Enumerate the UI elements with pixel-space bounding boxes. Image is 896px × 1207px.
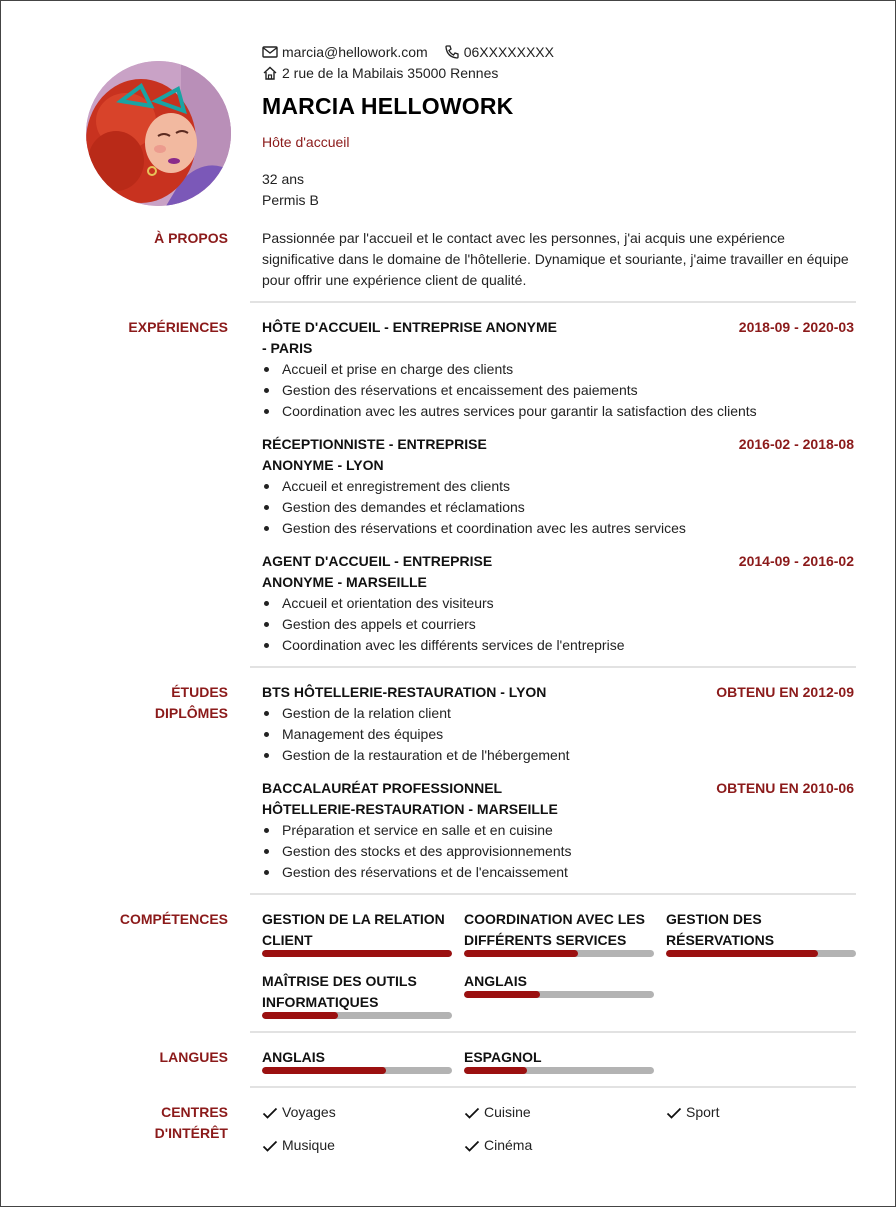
section-label-line: ÉTUDES (171, 684, 228, 700)
list-item: Accueil et enregistrement des clients (262, 476, 686, 497)
skill-level-bar (464, 950, 654, 957)
job-title: Hôte d'accueil (262, 134, 350, 150)
list-item: Gestion de la restauration et de l'hébergement (262, 745, 570, 766)
interest-label: Musique (282, 1137, 335, 1153)
permit-text: Permis B (262, 192, 319, 208)
education-title-line: BTS HÔTELLERIE-RESTAURATION - LYON (262, 684, 547, 700)
phone-icon (444, 45, 460, 59)
phone-text[interactable]: 06XXXXXXXX (463, 44, 554, 60)
contact-line-primary (262, 44, 554, 60)
list-item: Préparation et service en salle et en cuisine (262, 820, 572, 841)
language-name: ESPAGNOL (464, 1049, 542, 1065)
checkmark-icon (262, 1106, 278, 1120)
checkmark-icon (464, 1106, 480, 1120)
divider (250, 301, 856, 303)
section-label-experiences: EXPÉRIENCES (128, 319, 228, 335)
list-item: Coordination avec les différents services de l'entreprise (262, 635, 624, 656)
interest-label: Voyages (282, 1104, 336, 1120)
experience-bullets (262, 476, 686, 539)
language-item (262, 1047, 452, 1068)
skill-item (464, 909, 654, 951)
section-label-line: DIPLÔMES (154, 705, 228, 721)
checkmark-icon (262, 1139, 278, 1153)
list-item: Gestion des appels et courriers (262, 614, 624, 635)
list-item: Gestion des réservations et coordination avec les autres services (262, 518, 686, 539)
interest-item (262, 1135, 335, 1156)
interest-item (262, 1102, 336, 1123)
language-name: ANGLAIS (262, 1049, 325, 1065)
skill-level-bar (666, 950, 856, 957)
education-title (262, 682, 546, 703)
section-label-interests (155, 1102, 228, 1144)
interest-item (464, 1102, 531, 1123)
email-text[interactable]: marcia@hellowork.com (282, 44, 428, 60)
interest-item (464, 1135, 532, 1156)
interest-label: Sport (686, 1104, 720, 1120)
experience-title-line: ANONYME - LYON (262, 457, 384, 473)
skill-level-bar (262, 950, 452, 957)
divider (250, 893, 856, 895)
education-title (262, 778, 558, 820)
skill-level-fill (262, 1012, 338, 1019)
about-text: Passionnée par l'accueil et le contact avec les personnes, j'ai acquis une expérience significative dans le domaine de l'hôtellerie. Dynamique et souriante, j'aime travailler en équipe pour offrir une expérience client de qualité. (262, 230, 849, 288)
divider (250, 666, 856, 668)
language-level-fill (262, 1067, 386, 1074)
skill-item (464, 971, 654, 992)
skill-level-bar (262, 1012, 452, 1019)
interest-label: Cinéma (484, 1137, 533, 1153)
skill-name-line: COORDINATION AVEC LES (464, 911, 645, 927)
experience-title (262, 434, 487, 476)
section-label-skills: COMPÉTENCES (119, 911, 228, 927)
skill-level-fill (666, 950, 818, 957)
skill-level-fill (262, 950, 452, 957)
section-label-about: À PROPOS (154, 230, 228, 246)
experience-title-line: AGENT D'ACCUEIL - ENTREPRISE (262, 553, 493, 569)
interest-label: Cuisine (484, 1104, 531, 1120)
list-item: Accueil et orientation des visiteurs (262, 593, 624, 614)
divider (250, 1031, 856, 1033)
profile-photo (86, 61, 231, 206)
education-date: OBTENU EN 2010-06 (716, 780, 854, 796)
education-date: OBTENU EN 2012-09 (716, 684, 854, 700)
experience-date: 2014-09 - 2016-02 (738, 553, 854, 569)
experience-date: 2018-09 - 2020-03 (738, 319, 854, 335)
list-item: Gestion des stocks et des approvisionnements (262, 841, 572, 862)
checkmark-icon (464, 1139, 480, 1153)
skill-level-fill (464, 950, 578, 957)
language-level-bar (262, 1067, 452, 1074)
skill-level-fill (464, 991, 540, 998)
phone-group (444, 44, 554, 60)
candidate-name: MARCIA HELLOWORK (262, 93, 514, 119)
home-icon (262, 66, 278, 80)
experience-title-line: HÔTE D'ACCUEIL - ENTREPRISE ANONYME (262, 319, 558, 335)
section-label-line: D'INTÉRÊT (154, 1125, 228, 1141)
language-level-fill (464, 1067, 527, 1074)
list-item: Management des équipes (262, 724, 570, 745)
list-item: Gestion de la relation client (262, 703, 570, 724)
experience-title-line: RÉCEPTIONNISTE - ENTREPRISE (262, 436, 487, 452)
list-item: Gestion des réservations et encaissement des paiements (262, 380, 757, 401)
language-item (464, 1047, 654, 1068)
skill-name-line: RÉSERVATIONS (666, 932, 775, 948)
list-item: Gestion des demandes et réclamations (262, 497, 686, 518)
skill-name-line: CLIENT (262, 932, 313, 948)
education-bullets (262, 820, 572, 883)
skill-name-line: INFORMATIQUES (262, 994, 379, 1010)
experience-bullets (262, 593, 624, 656)
list-item: Accueil et prise en charge des clients (262, 359, 757, 380)
experience-bullets (262, 359, 757, 422)
age-text: 32 ans (262, 171, 305, 187)
section-label-education (155, 682, 228, 724)
avatar-illustration (86, 61, 231, 206)
skill-name-line: GESTION DE LA RELATION (262, 911, 445, 927)
skill-item (666, 909, 856, 951)
education-bullets (262, 703, 570, 766)
language-level-bar (464, 1067, 654, 1074)
experience-title (262, 551, 492, 593)
section-label-languages: LANGUES (159, 1049, 228, 1065)
experience-title-line: ANONYME - MARSEILLE (262, 574, 427, 590)
experience-title (262, 317, 557, 359)
divider (250, 1086, 856, 1088)
contact-line-address (262, 65, 498, 81)
experience-date: 2016-02 - 2018-08 (738, 436, 854, 452)
experience-title-line: - PARIS (262, 340, 313, 356)
checkmark-icon (666, 1106, 682, 1120)
address-text: 2 rue de la Mabilais 35000 Rennes (282, 65, 499, 81)
section-label-line: CENTRES (161, 1104, 228, 1120)
list-item: Coordination avec les autres services pour garantir la satisfaction des clients (262, 401, 757, 422)
interest-item (666, 1102, 719, 1123)
skill-level-bar (464, 991, 654, 998)
envelope-icon (262, 45, 278, 59)
skill-name-line: GESTION DES (666, 911, 762, 927)
skill-name-line: MAÎTRISE DES OUTILS (262, 973, 417, 989)
education-title-line: BACCALAURÉAT PROFESSIONNEL (262, 780, 503, 796)
skill-name-line: DIFFÉRENTS SERVICES (464, 932, 627, 948)
skill-item (262, 909, 452, 951)
education-title-line: HÔTELLERIE-RESTAURATION - MARSEILLE (262, 801, 558, 817)
skill-name-line: ANGLAIS (464, 973, 527, 989)
skill-item (262, 971, 452, 1013)
list-item: Gestion des réservations et de l'encaissement (262, 862, 572, 883)
